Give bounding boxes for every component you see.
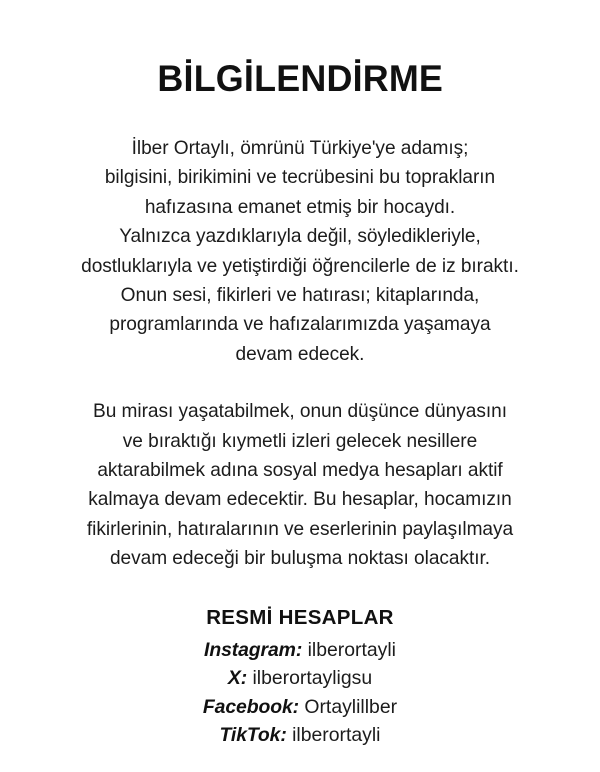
notice-line: ve bıraktığı kıymetli izleri gelecek nesillere xyxy=(122,429,478,452)
notice-line: bilgisini, birikimini ve tecrübesini bu toprakların xyxy=(104,166,496,189)
accounts-heading: RESMİ HESAPLAR xyxy=(206,605,394,629)
notice-line: programlarında ve hafızalarımızda yaşamaya xyxy=(109,313,491,336)
official-accounts-section xyxy=(28,604,572,750)
account-handle[interactable]: Ortaylillber xyxy=(304,695,398,718)
notice-line: aktarabilmek adına sosyal medya hesapları aktif xyxy=(97,459,503,482)
account-platform-label: TikTok: xyxy=(219,724,287,747)
page-title: BİLGİLENDİRME xyxy=(157,58,443,99)
notice-line: hafızasına emanet etmiş bir hocaydı. xyxy=(144,195,456,218)
notice-paragraph-2 xyxy=(54,397,546,573)
notice-body xyxy=(54,101,546,574)
account-row[interactable] xyxy=(28,693,572,722)
account-handle[interactable]: ilberortayli xyxy=(292,724,381,747)
notice-line: devam edeceği bir buluşma noktası olacaktır. xyxy=(109,547,491,570)
notice-line: kalmaya devam edecektir. Bu hesaplar, hocamızın xyxy=(88,488,512,511)
account-row[interactable] xyxy=(28,636,572,665)
account-list xyxy=(28,636,572,750)
paragraph-spacer xyxy=(54,369,546,397)
account-handle[interactable]: ilberortayligsu xyxy=(252,667,373,690)
account-handle[interactable]: ilberortayli xyxy=(307,638,396,661)
account-row[interactable] xyxy=(28,721,572,750)
notice-line: fikirlerinin, hatıralarının ve eserlerinin paylaşılmaya xyxy=(86,517,514,540)
notice-paragraph-1 xyxy=(54,101,546,369)
account-platform-label: X: xyxy=(227,667,248,690)
account-platform-label: Facebook: xyxy=(202,695,299,718)
notice-line: İlber Ortaylı, ömrünü Türkiye'ye adamış; xyxy=(131,137,469,159)
account-platform-label: Instagram: xyxy=(204,638,303,661)
account-row[interactable] xyxy=(28,664,572,693)
notice-line: devam edecek. xyxy=(235,342,365,365)
notice-line: Onun sesi, fikirleri ve hatırası; kitaplarında, xyxy=(120,284,480,307)
notice-line: Yalnızca yazdıklarıyla değil, söyledikleriyle, xyxy=(119,225,481,248)
notice-line: dostluklarıyla ve yetiştirdiği öğrencilerle de iz bıraktı. xyxy=(81,254,519,277)
notice-line: Bu mirası yaşatabilmek, onun düşünce dünyasını xyxy=(93,400,507,423)
